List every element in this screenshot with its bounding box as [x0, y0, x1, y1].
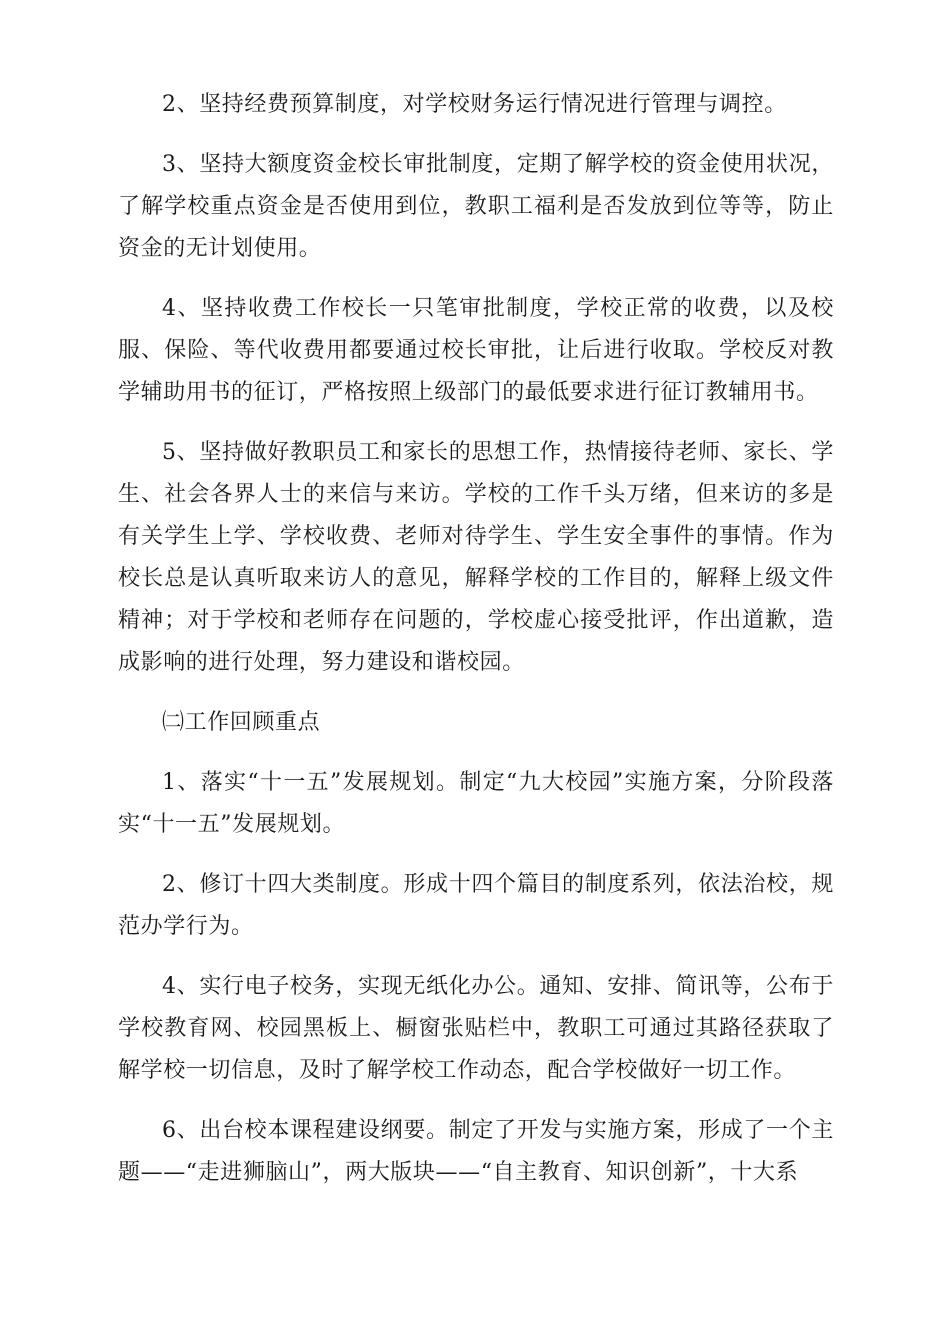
- section-heading-review-focus: ㈡工作回顾重点: [162, 710, 321, 735]
- paragraph-visitor-work: 5、坚持做好教职员工和家长的思想工作，热情接待老师、家长、学生、社会各界人士的来信与来访。学校的工作千头万绪，但来访的多是有关学生上学、学校收费、老师对待学生、学生安全事件的事情。作为校长总是认真听取来访人的意见，解释学校的工作目的，解释上级文件精神；对于学校和老师存在问题的，学校虚心接受批评，作出道歉，造成影响的进行处理，努力建设和谐校园。: [118, 440, 834, 675]
- paragraph-budget-system: 2、坚持经费预算制度，对学校财务运行情况进行管理与调控。: [162, 92, 787, 117]
- paragraph-revise-regulations: 2、修订十四大类制度。形成十四个篇目的制度系列，依法治校，规范办学行为。: [118, 872, 834, 939]
- document-page: [118, 84, 834, 1212]
- paragraph-electronic-affairs: 4、实行电子校务，实现无纸化办公。通知、安排、简讯等，公布于学校教育网、校园黑板上、橱窗张贴栏中，教职工可通过其路径获取了解学校一切信息，及时了解学校工作动态，配合学校做好一切工作。: [118, 974, 834, 1083]
- paragraph-fee-approval: 4、坚持收费工作校长一只笔审批制度，学校正常的收费，以及校服、保险、等代收费用都要通过校长审批，让后进行收取。学校反对教学辅助用书的征订，严格按照上级部门的最低要求进行征订教辅用书。: [118, 296, 834, 405]
- paragraph-school-curriculum: 6、出台校本课程建设纲要。制定了开发与实施方案，形成了一个主题——“走进狮脑山”，两大版块——“自主教育、知识创新”，十大系: [118, 1118, 834, 1185]
- paragraph-development-plan: 1、落实“十一五”发展规划。制定“九大校园”实施方案，分阶段落实“十一五”发展规划。: [118, 770, 834, 837]
- paragraph-fund-approval: 3、坚持大额度资金校长审批制度，定期了解学校的资金使用状况，了解学校重点资金是否使用到位，教职工福利是否发放到位等等，防止资金的无计划使用。: [118, 152, 834, 261]
